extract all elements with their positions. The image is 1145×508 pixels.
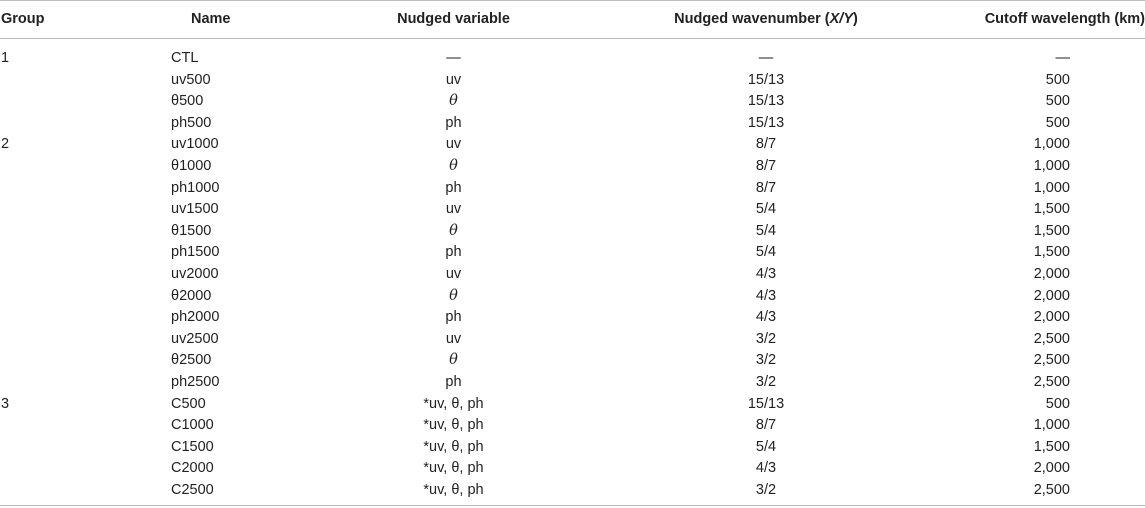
cell-cutoff: 2,500 (1033, 352, 1070, 369)
table-row (0, 458, 1145, 480)
cell-name: C500 (171, 395, 206, 412)
table-body (0, 38, 1145, 501)
table-row (0, 329, 1145, 351)
cell-variable: uv (445, 201, 462, 218)
cell-wavenumber: 15/13 (747, 114, 785, 131)
table-row (0, 221, 1145, 243)
cell-variable: θ (449, 287, 458, 304)
table-row (0, 437, 1145, 459)
cell-wavenumber: 4/3 (755, 287, 777, 304)
cell-wavenumber: 8/7 (755, 417, 777, 434)
header-cutoff: Cutoff wavelength (km) (984, 11, 1145, 27)
cell-wavenumber: 15/13 (747, 395, 785, 412)
table-row (0, 394, 1145, 416)
table-row (0, 264, 1145, 286)
cell-group (0, 264, 171, 286)
cell-group (0, 350, 171, 372)
cell-wavenumber: 3/2 (755, 481, 777, 498)
cell-cutoff: 500 (1045, 114, 1070, 131)
cell-cutoff: 1,500 (1033, 222, 1070, 239)
cell-cutoff: 2,500 (1033, 330, 1070, 347)
table-row (0, 134, 1145, 156)
cell-group (0, 372, 171, 394)
cell-name: θ1000 (171, 157, 212, 174)
table-row (0, 480, 1145, 502)
cell-wavenumber: 15/13 (747, 71, 785, 88)
cell-group (0, 70, 171, 92)
cell-name: uv1000 (171, 136, 219, 153)
header-wavenumber (561, 0, 971, 38)
cell-name: ph2000 (171, 309, 220, 326)
cell-variable: ph (445, 373, 462, 390)
cell-variable: ph (445, 244, 462, 261)
cell-group (0, 415, 171, 437)
cell-name: θ2000 (171, 287, 212, 304)
cell-name: uv2500 (171, 330, 219, 347)
cell-cutoff: 2,000 (1033, 460, 1070, 477)
cell-wavenumber: 8/7 (755, 157, 777, 174)
cell-group (0, 458, 171, 480)
table-bottom-rule (0, 505, 1145, 506)
cell-name: CTL (171, 50, 199, 66)
cell-name: ph500 (171, 114, 212, 131)
cell-group (0, 329, 171, 351)
cell-wavenumber: 4/3 (755, 309, 777, 326)
cell-variable: θ (449, 222, 458, 239)
cell-wavenumber: — (758, 50, 774, 66)
table-row (0, 415, 1145, 437)
cell-variable: ph (445, 179, 462, 196)
cell-name: θ500 (171, 93, 204, 110)
cell-cutoff: 2,500 (1033, 481, 1070, 498)
cell-name: θ1500 (171, 222, 212, 239)
cell-name: uv1500 (171, 201, 219, 218)
cell-name: θ2500 (171, 352, 212, 369)
cell-wavenumber: 5/4 (755, 201, 777, 218)
cell-variable: *uv, θ, ph (423, 460, 484, 477)
cell-group: 3 (1, 395, 10, 412)
cell-variable: uv (445, 71, 462, 88)
cell-cutoff: 1,000 (1033, 417, 1070, 434)
cell-group (0, 91, 171, 113)
header-name: Name (191, 11, 231, 27)
cell-wavenumber: 3/2 (755, 373, 777, 390)
cell-wavenumber: 15/13 (747, 93, 785, 110)
cell-group: 1 (1, 50, 10, 66)
cell-cutoff: 500 (1045, 93, 1070, 110)
cell-wavenumber: 5/4 (755, 222, 777, 239)
cell-name: C1500 (171, 438, 214, 455)
cell-group (0, 113, 171, 135)
cell-name: ph1000 (171, 179, 220, 196)
table-row (0, 113, 1145, 135)
table-row (0, 307, 1145, 329)
cell-group (0, 199, 171, 221)
cell-cutoff: 1,500 (1033, 438, 1070, 455)
cell-variable: θ (449, 352, 458, 369)
cell-name: uv2000 (171, 265, 219, 282)
header-group: Group (1, 11, 45, 27)
header-wavenumber-italic: X/Y (829, 11, 854, 27)
cell-name: ph2500 (171, 373, 220, 390)
cell-wavenumber: 4/3 (755, 460, 777, 477)
cell-variable: θ (449, 157, 458, 174)
cell-name: C2000 (171, 460, 214, 477)
cell-wavenumber: 5/4 (755, 244, 777, 261)
cell-cutoff: 2,000 (1033, 287, 1070, 304)
cell-name: C1000 (171, 417, 214, 434)
cell-group: 2 (1, 136, 10, 153)
cell-group (0, 156, 171, 178)
table-header-row (0, 0, 1145, 38)
cell-name: uv500 (171, 71, 211, 88)
cell-variable: θ (449, 93, 458, 110)
cell-group (0, 178, 171, 200)
cell-cutoff: — (1055, 50, 1070, 66)
cell-variable: — (446, 50, 461, 66)
table-row (0, 350, 1145, 372)
cell-name: ph1500 (171, 244, 220, 261)
cell-group (0, 221, 171, 243)
cell-wavenumber: 8/7 (755, 136, 777, 153)
table-row (0, 91, 1145, 113)
cell-cutoff: 1,500 (1033, 244, 1070, 261)
cell-wavenumber: 8/7 (755, 179, 777, 196)
cell-cutoff: 1,000 (1033, 179, 1070, 196)
header-variable: Nudged variable (397, 11, 510, 27)
cell-variable: ph (445, 309, 462, 326)
cell-wavenumber: 3/2 (755, 352, 777, 369)
cell-cutoff: 2,500 (1033, 373, 1070, 390)
table-row (0, 372, 1145, 394)
cell-variable: uv (445, 330, 462, 347)
table-row (0, 156, 1145, 178)
cell-group (0, 437, 171, 459)
cell-wavenumber: 3/2 (755, 330, 777, 347)
cell-variable: *uv, θ, ph (423, 481, 484, 498)
cell-variable: uv (445, 136, 462, 153)
cell-variable: *uv, θ, ph (423, 438, 484, 455)
cell-group (0, 242, 171, 264)
cell-wavenumber: 5/4 (755, 438, 777, 455)
cell-cutoff: 1,000 (1033, 157, 1070, 174)
cell-cutoff: 1,500 (1033, 201, 1070, 218)
cell-group (0, 286, 171, 308)
cell-variable: uv (445, 265, 462, 282)
cell-variable: ph (445, 114, 462, 131)
cell-wavenumber: 4/3 (755, 265, 777, 282)
cell-group (0, 480, 171, 502)
cell-cutoff: 2,000 (1033, 309, 1070, 326)
cell-cutoff: 1,000 (1033, 136, 1070, 153)
header-wavenumber-prefix: Nudged wavenumber ( (674, 11, 830, 27)
table-row (0, 242, 1145, 264)
table-row (0, 70, 1145, 92)
cell-cutoff: 500 (1045, 395, 1070, 412)
header-wavenumber-suffix: ) (853, 11, 858, 27)
table-row (0, 38, 1145, 70)
table-row (0, 199, 1145, 221)
table-row (0, 178, 1145, 200)
cell-cutoff: 500 (1045, 71, 1070, 88)
cell-variable: *uv, θ, ph (423, 395, 484, 412)
cell-group (0, 307, 171, 329)
table-row (0, 286, 1145, 308)
cell-variable: *uv, θ, ph (423, 417, 484, 434)
cell-name: C2500 (171, 481, 214, 498)
cell-cutoff: 2,000 (1033, 265, 1070, 282)
